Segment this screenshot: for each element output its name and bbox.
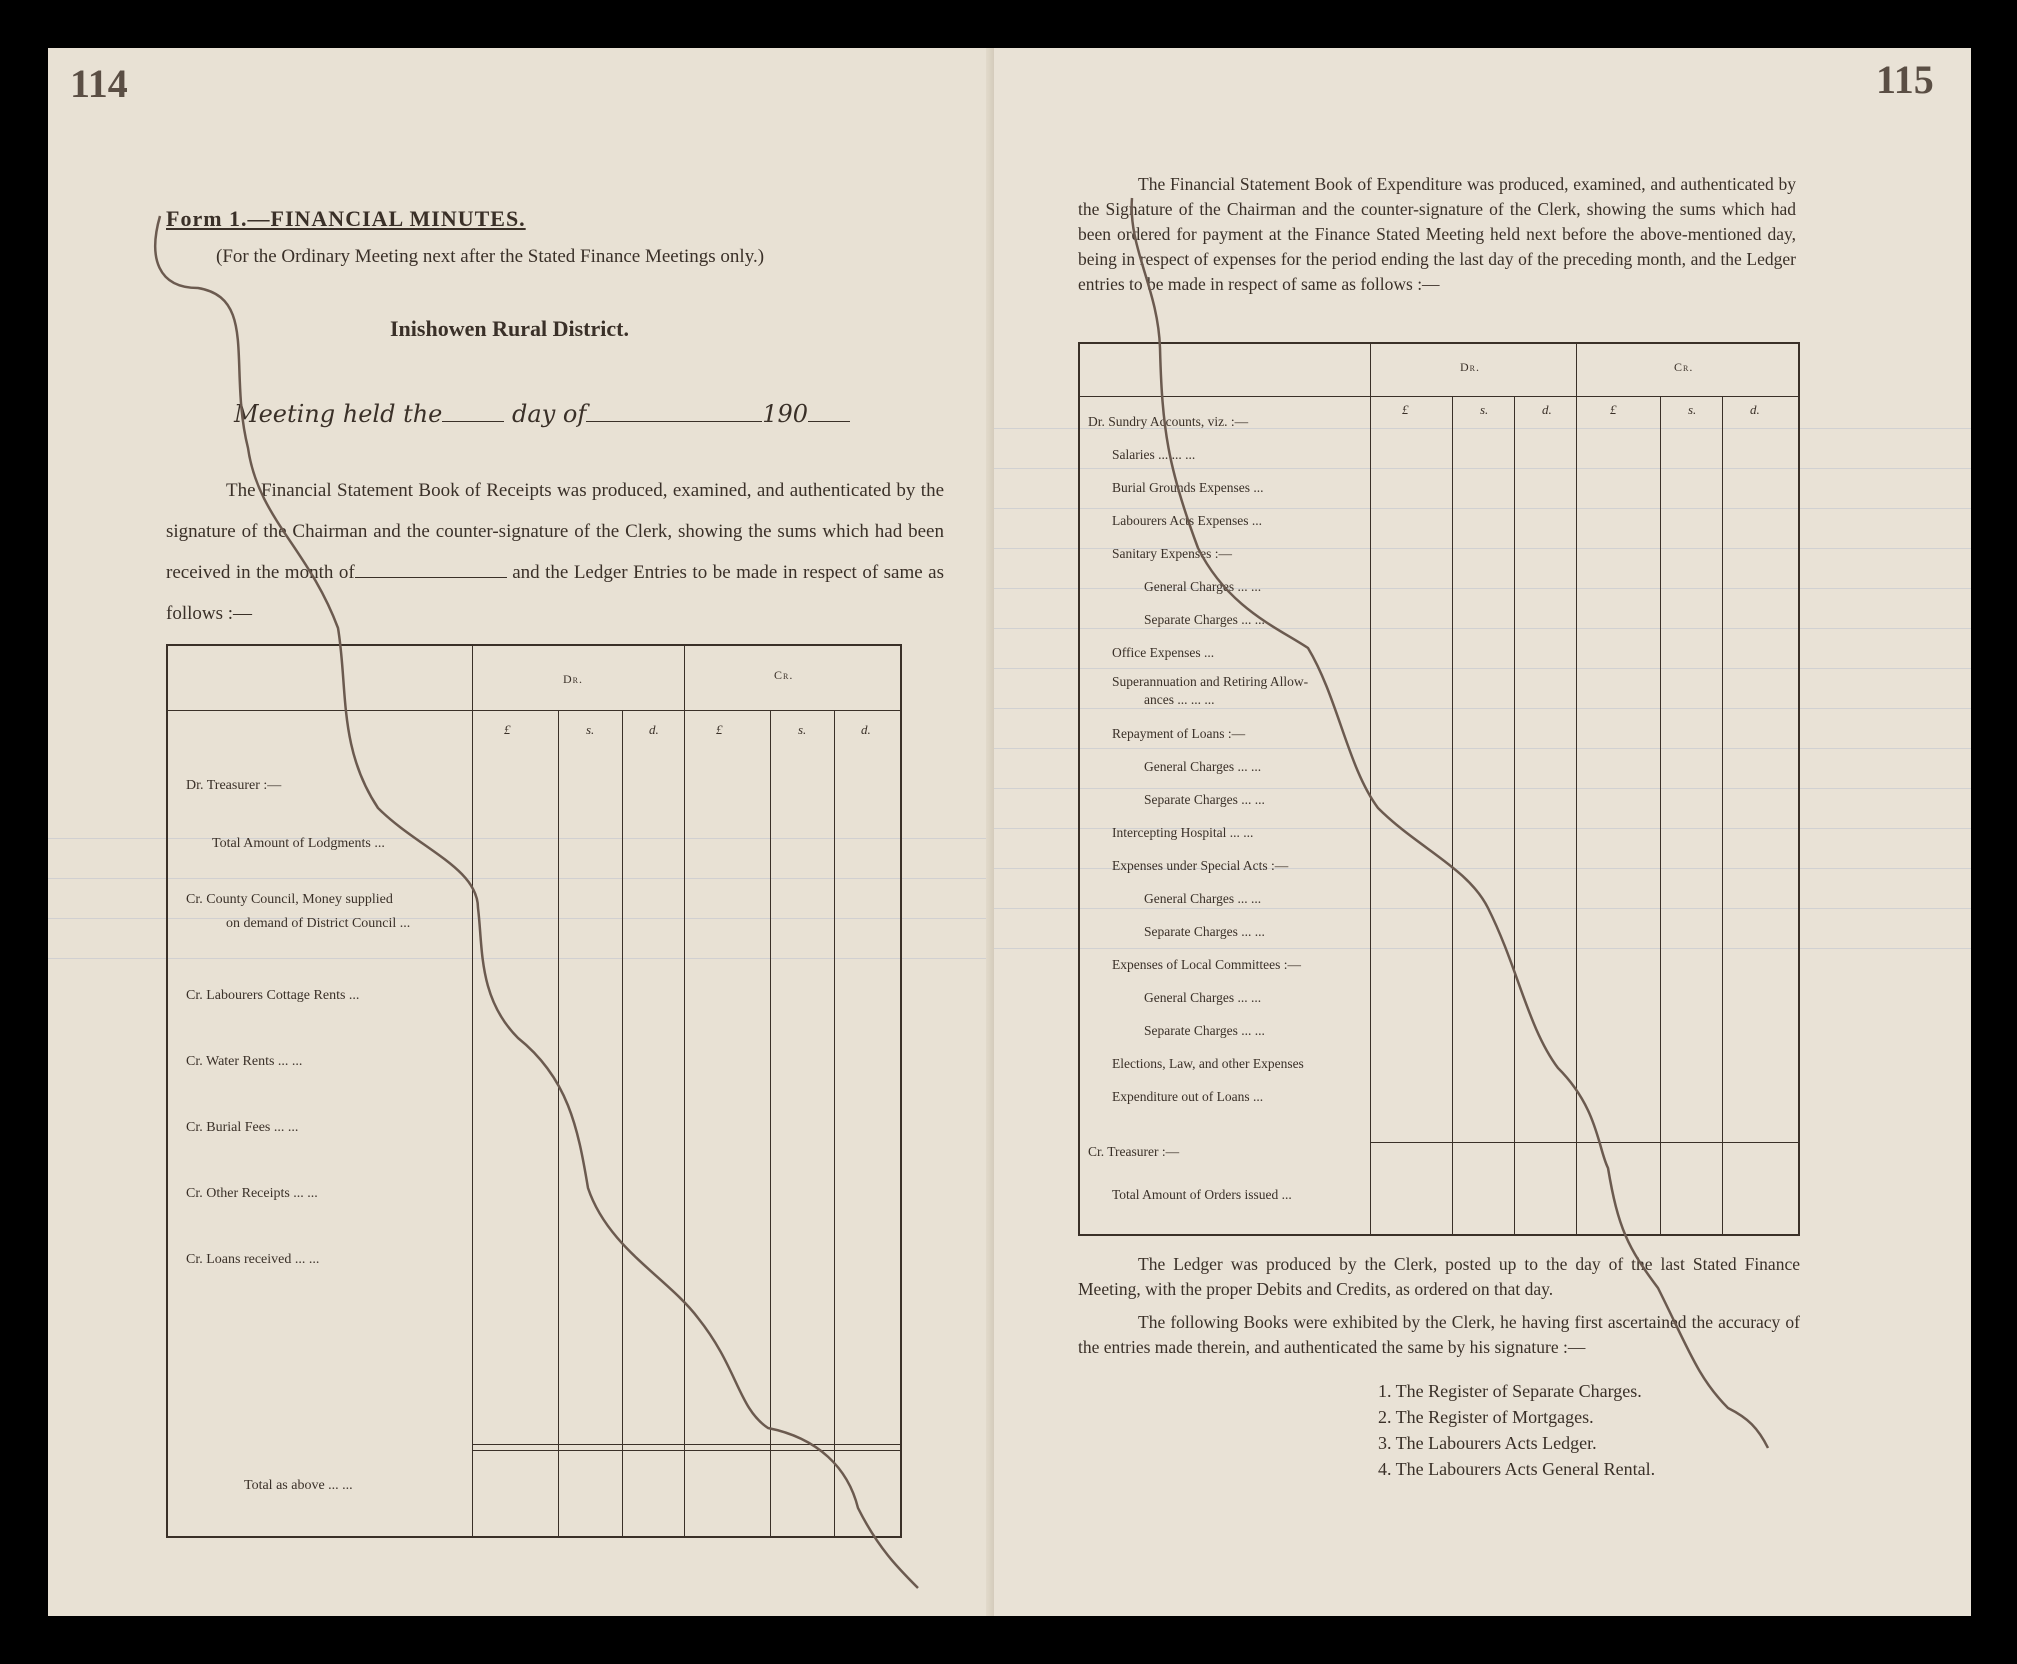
row-total-lodgments: Total Amount of Lodgments ... [212, 836, 385, 851]
row-local-committees: Expenses of Local Committees :— [1112, 957, 1301, 972]
unit-shillings-right: s. [1480, 402, 1489, 417]
receipts-paragraph-text: The Financial Statement Book of Receipts was produced, examined, and authenticated by the signature of the Chairman and the counter-signature of the Clerk, showing the sums which had been received in the month of [166, 480, 944, 583]
meeting-year: 190 [762, 400, 809, 428]
row-cottage-rents: Cr. Labourers Cottage Rents ... [186, 988, 360, 1003]
row-special-general: General Charges ... ... [1144, 891, 1262, 906]
receipts-table [166, 644, 902, 1538]
unit-shillings: s. [586, 722, 595, 737]
ledger-paragraph: The Ledger was produced by the Clerk, posted up to the day of the last Stated Finance Meeting, with the proper Debits and Credits, as ordered on that day. [1078, 1254, 1800, 1299]
row-other-receipts: Cr. Other Receipts ... ... [186, 1186, 318, 1201]
unit-shillings-cr: s. [798, 722, 807, 737]
row-county-council: Cr. County Council, Money supplied [186, 892, 393, 907]
row-sanitary-general: General Charges ... ... [1144, 579, 1262, 594]
books-paragraph: The following Books were exhibited by the Clerk, he having first ascertained the accuracy of the entries made therein, and authenticated the same by his signature :— [1078, 1312, 1800, 1357]
row-repayment-loans: Repayment of Loans :— [1112, 726, 1246, 741]
right-page [994, 48, 1971, 1616]
row-county-council-2: on demand of District Council ... [226, 916, 411, 931]
page-number-left: 114 [70, 61, 128, 106]
row-burial-grounds: Burial Grounds Expenses ... [1112, 480, 1264, 495]
unit-pounds-right: £ [1402, 402, 1409, 417]
unit-pence-right: d. [1542, 402, 1552, 417]
dr-header-right: Dr. [1460, 360, 1481, 374]
meeting-line [234, 400, 850, 428]
row-cr-treasurer: Cr. Treasurer :— [1088, 1144, 1180, 1159]
book-spread [48, 48, 1971, 1616]
unit-pence: d. [649, 722, 659, 737]
row-labourers-acts: Labourers Acts Expenses ... [1112, 513, 1262, 528]
cr-header: Cr. [774, 668, 794, 682]
book-item: 3. The Labourers Acts Ledger. [1378, 1433, 1597, 1453]
meeting-prefix: Meeting held the [234, 400, 443, 428]
row-sanitary-separate: Separate Charges ... ... [1144, 612, 1265, 627]
book-item: 2. The Register of Mortgages. [1378, 1407, 1594, 1427]
expenditure-table [1078, 342, 1800, 1236]
left-page [48, 48, 994, 1616]
book-item: 1. The Register of Separate Charges. [1378, 1381, 1642, 1401]
row-water-rents: Cr. Water Rents ... ... [186, 1054, 303, 1069]
row-burial-fees: Cr. Burial Fees ... ... [186, 1120, 299, 1135]
row-superannuation: Superannuation and Retiring Allow- [1112, 674, 1309, 689]
meeting-middle: day of [512, 400, 587, 428]
unit-pounds: £ [504, 722, 511, 737]
row-salaries: Salaries ... ... ... [1112, 447, 1196, 462]
dr-header: Dr. [563, 672, 584, 686]
receipts-paragraph-end: and the Ledger Entries to be made in respect of same as follows :— [166, 562, 945, 624]
row-repayment-general: General Charges ... ... [1144, 759, 1262, 774]
receipts-paragraph [166, 470, 944, 634]
unit-shillings-cr-right: s. [1688, 402, 1697, 417]
row-loans-received: Cr. Loans received ... ... [186, 1252, 320, 1267]
row-expenditure-loans: Expenditure out of Loans ... [1112, 1089, 1264, 1104]
row-sanitary-expenses: Sanitary Expenses :— [1112, 546, 1232, 561]
books-list [1378, 1378, 1655, 1482]
expenditure-paragraph: The Financial Statement Book of Expenditure was produced, examined, and authenticated by the Signature of the Chairman and the counter-signature of the Clerk, showing the sums which had been ordered for payment at the Finance Stated Meeting held next before the above-mentioned day, being in respect of expenses for the period ending the last day of the preceding month, and the Ledger entries to be made in respect of same as follows :— [1078, 174, 1796, 294]
page-number-right: 115 [1876, 57, 1934, 102]
row-total-as-above: Total as above ... ... [244, 1478, 353, 1493]
row-committees-separate: Separate Charges ... ... [1144, 1023, 1265, 1038]
row-repayment-separate: Separate Charges ... ... [1144, 792, 1265, 807]
unit-pounds-cr-right: £ [1610, 402, 1617, 417]
row-superannuation-2: ances ... ... ... [1144, 692, 1215, 707]
book-item: 4. The Labourers Acts General Rental. [1378, 1459, 1656, 1479]
unit-pence-cr-right: d. [1750, 402, 1760, 417]
form-title: Form 1.—FINANCIAL MINUTES. [166, 206, 526, 231]
cr-header-right: Cr. [1674, 360, 1694, 374]
unit-pence-cr: d. [861, 722, 871, 737]
unit-pounds-cr: £ [716, 722, 723, 737]
row-total-orders: Total Amount of Orders issued ... [1112, 1187, 1292, 1202]
row-sundry-accounts: Dr. Sundry Accounts, viz. :— [1088, 414, 1249, 429]
row-dr-treasurer: Dr. Treasurer :— [186, 778, 282, 793]
district-name: Inishowen Rural District. [390, 316, 629, 341]
row-committees-general: General Charges ... ... [1144, 990, 1262, 1005]
row-elections-law: Elections, Law, and other Expenses [1112, 1056, 1304, 1071]
row-intercepting-hospital: Intercepting Hospital ... ... [1112, 825, 1254, 840]
row-special-acts: Expenses under Special Acts :— [1112, 858, 1289, 873]
row-office-expenses: Office Expenses ... [1112, 645, 1215, 660]
row-special-separate: Separate Charges ... ... [1144, 924, 1265, 939]
form-subtitle: (For the Ordinary Meeting next after the Stated Finance Meetings only.) [216, 246, 765, 267]
